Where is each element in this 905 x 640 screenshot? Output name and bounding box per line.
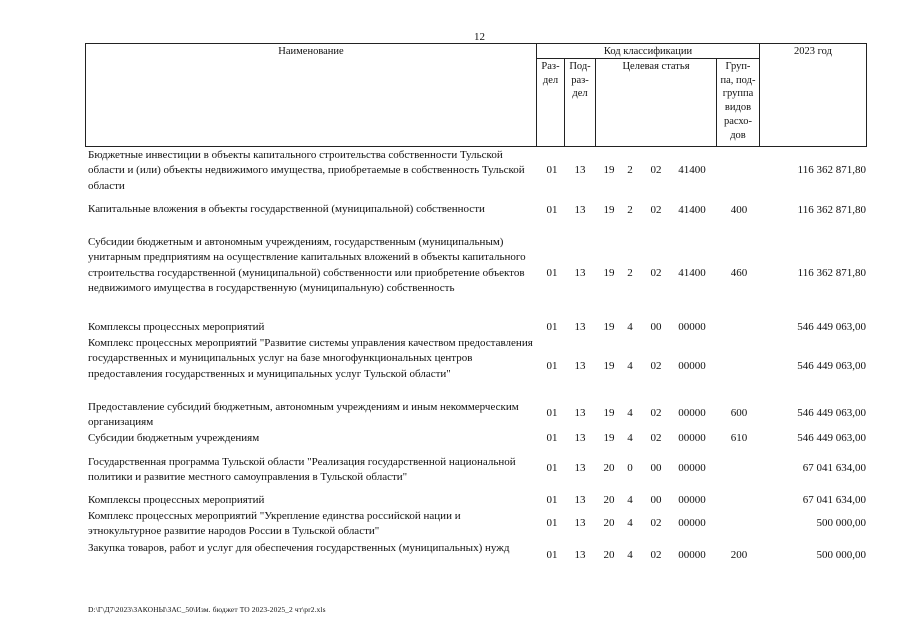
row-type: 4 [627, 407, 633, 419]
row-program: 19 [603, 360, 615, 372]
row-struct: 02 [650, 517, 662, 529]
header-vid: Груп- па, под- группа видов расхо- дов [720, 61, 756, 141]
row-type: 0 [627, 462, 633, 474]
row-razdel: 01 [546, 549, 558, 561]
header-year: 2023 год [794, 46, 832, 57]
header-name: Наименование [278, 46, 344, 57]
row-program: 19 [603, 432, 615, 444]
row-vid: 460 [730, 267, 748, 279]
row-podrazdel: 13 [574, 164, 586, 176]
row-podrazdel: 13 [574, 321, 586, 333]
row-amount: 546 449 063,00 [797, 432, 866, 444]
row-amount: 500 000,00 [816, 549, 866, 561]
row-amount: 546 449 063,00 [797, 360, 866, 372]
row-razdel: 01 [546, 204, 558, 216]
row-name: Субсидии бюджетным и автономным учреждениям, государственным (муниципальным) унитарным предприятиям на осуществление капитальных вложений в объекты капитального строительства государственной (муниципальной) собственности или приобретение объектов недвижимого имущества в государственную (муниципальную) собственность [88, 236, 526, 294]
row-name: Комплекс процессных мероприятий "Развитие системы управления качеством предоставления государственных и муниципальных услуг на базе многофункциональных центров предоставления государственных и муниципальных услуг Тульской области" [88, 337, 533, 380]
row-vid: 400 [730, 204, 748, 216]
row-amount: 116 362 871,80 [797, 204, 866, 216]
row-direction: 00000 [678, 360, 706, 372]
row-podrazdel: 13 [574, 432, 586, 444]
row-type: 4 [627, 517, 633, 529]
row-amount: 67 041 634,00 [802, 462, 866, 474]
row-program: 20 [603, 517, 615, 529]
row-razdel: 01 [546, 164, 558, 176]
row-name: Бюджетные инвестиции в объекты капитального строительства собственности Тульской области и (или) объекты недвижимого имущества, приобретаемые в собственность Тульской области [88, 149, 525, 192]
row-podrazdel: 13 [574, 360, 586, 372]
row-direction: 00000 [678, 407, 706, 419]
row-razdel: 01 [546, 517, 558, 529]
row-type: 2 [627, 204, 633, 216]
row-direction: 00000 [678, 517, 706, 529]
row-podrazdel: 13 [574, 494, 586, 506]
row-type: 2 [627, 267, 633, 279]
row-razdel: 01 [546, 267, 558, 279]
row-direction: 00000 [678, 321, 706, 333]
header-target: Целевая статья [622, 61, 690, 72]
row-name: Государственная программа Тульской области "Реализация государственной национальной политики и развитие местного самоуправления в Тульской области" [88, 456, 516, 484]
row-direction: 41400 [678, 164, 706, 176]
row-program: 19 [603, 204, 615, 216]
row-name: Комплексы процессных мероприятий [88, 494, 265, 506]
header-razdel: Раз- дел [541, 61, 560, 86]
row-struct: 00 [650, 321, 662, 333]
row-amount: 546 449 063,00 [797, 407, 866, 419]
row-type: 4 [627, 321, 633, 333]
row-program: 19 [603, 164, 615, 176]
row-struct: 00 [650, 494, 662, 506]
row-vid: 200 [730, 549, 748, 561]
row-name: Капитальные вложения в объекты государственной (муниципальной) собственности [88, 203, 485, 215]
row-direction: 41400 [678, 267, 706, 279]
row-name: Комплекс процессных мероприятий "Укрепление единства российской нации и этнокультурное развитие народов России в Тульской области" [88, 510, 461, 538]
row-program: 20 [603, 462, 615, 474]
row-podrazdel: 13 [574, 517, 586, 529]
row-amount: 67 041 634,00 [802, 494, 866, 506]
row-razdel: 01 [546, 462, 558, 474]
row-direction: 41400 [678, 204, 706, 216]
row-podrazdel: 13 [574, 462, 586, 474]
row-vid: 610 [730, 432, 748, 444]
row-type: 4 [627, 360, 633, 372]
row-podrazdel: 13 [574, 204, 586, 216]
row-direction: 00000 [678, 462, 706, 474]
row-program: 19 [603, 407, 615, 419]
row-direction: 00000 [678, 432, 706, 444]
row-type: 4 [627, 494, 633, 506]
row-podrazdel: 13 [574, 407, 586, 419]
row-struct: 02 [650, 164, 662, 176]
row-name: Закупка товаров, работ и услуг для обеспечения государственных (муниципальных) нужд [88, 542, 510, 554]
row-program: 20 [603, 494, 615, 506]
header-podrazdel: Под- раз- дел [569, 61, 591, 100]
row-type: 4 [627, 432, 633, 444]
page-number: 12 [474, 31, 485, 43]
row-razdel: 01 [546, 321, 558, 333]
row-amount: 500 000,00 [816, 517, 866, 529]
row-razdel: 01 [546, 407, 558, 419]
row-podrazdel: 13 [574, 267, 586, 279]
footer-file-path: D:\Г\Д7\2023\ЗАКОНЫ\ЗАС_50\Изм. бюджет ТО 2023-2025_2 чт\pr2.xls [88, 605, 326, 614]
row-program: 19 [603, 321, 615, 333]
row-type: 2 [627, 164, 633, 176]
row-type: 4 [627, 549, 633, 561]
row-direction: 00000 [678, 549, 706, 561]
row-amount: 546 449 063,00 [797, 321, 866, 333]
row-struct: 02 [650, 360, 662, 372]
row-amount: 116 362 871,80 [797, 267, 866, 279]
row-struct: 02 [650, 267, 662, 279]
row-struct: 02 [650, 549, 662, 561]
row-vid: 600 [730, 407, 748, 419]
row-struct: 02 [650, 407, 662, 419]
row-struct: 00 [650, 462, 662, 474]
row-razdel: 01 [546, 432, 558, 444]
row-razdel: 01 [546, 360, 558, 372]
row-program: 19 [603, 267, 615, 279]
row-name: Предоставление субсидий бюджетным, автономным учреждениям и иным некоммерческим организациям [88, 401, 519, 429]
row-program: 20 [603, 549, 615, 561]
row-name: Комплексы процессных мероприятий [88, 321, 265, 333]
row-amount: 116 362 871,80 [797, 164, 866, 176]
row-direction: 00000 [678, 494, 706, 506]
row-razdel: 01 [546, 494, 558, 506]
row-name: Субсидии бюджетным учреждениям [88, 432, 260, 444]
row-struct: 02 [650, 204, 662, 216]
row-struct: 02 [650, 432, 662, 444]
header-code-group: Код классификации [603, 46, 693, 57]
row-podrazdel: 13 [574, 549, 586, 561]
